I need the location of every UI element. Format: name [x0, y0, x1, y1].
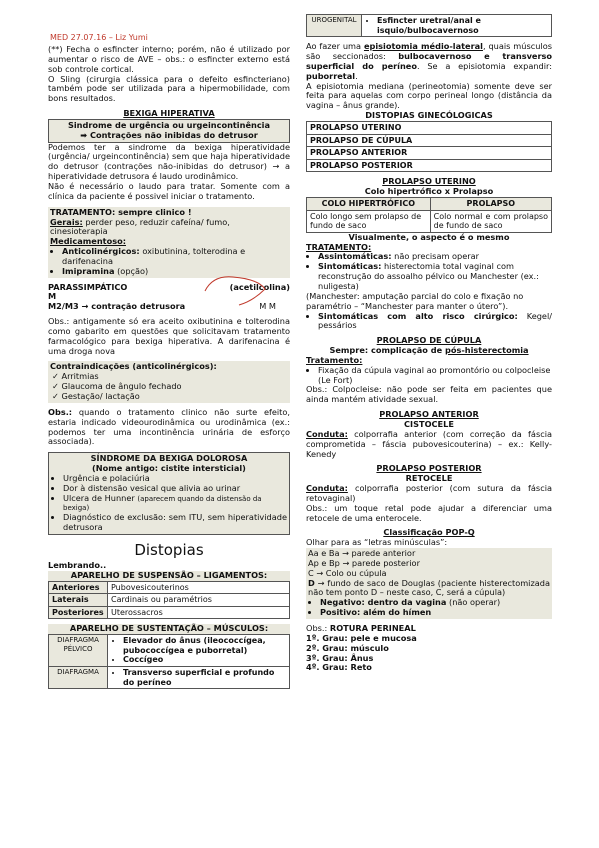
gerais-label: Gerais: [50, 216, 83, 227]
table-row: Colo longo sem prolapso de fundo de saco Colo normal e com prolapso de fundo de saco [307, 210, 552, 232]
table-row: PROLAPSO UTERINO [307, 121, 552, 134]
distopias-heading: Distopias [134, 540, 204, 559]
cupula-sub-a: Sempre: complicação de [329, 345, 443, 356]
intro-p2: O Sling (cirurgia clássica para o defeito esfincteriano) também pode ser utilizada para a hipermobilidade, com bons resultados. [48, 73, 290, 104]
rotura-label: Obs.: [306, 623, 328, 633]
left-column [48, 45, 290, 689]
distopias-gin-title: DISTOPIAS GINECÓLOGICAS [365, 110, 493, 121]
posterior-title: PROLAPSO POSTERIOR [376, 463, 482, 474]
dolorosa-box [48, 452, 290, 535]
parass-l3r: M M [259, 301, 276, 312]
sustentacao-table-box [48, 624, 290, 689]
uterino-manchester: (Manchester: amputação parcial do colo e fixação no paramétrio – “Manchester para manter o útero”). [306, 290, 524, 311]
list-item: • Sintomáticas com alto risco cirúrgico: Kegel/ pessários [318, 312, 552, 332]
posterior-cond: Conduta: [306, 483, 348, 494]
bexiga-subtitle-box [48, 119, 290, 143]
list-item: ✓ Glaucoma de ângulo fechado [52, 382, 288, 392]
uterino-sub: Colo hipertrófico x Prolapso [364, 186, 494, 197]
bexiga-p1: Podemos ter a sindrome da bexiga hiperatividade (urgência/ urgeincontinência) sem que haja hiperatividade do detrusor (contrações não-inibidas do detrusor) → a hiperatividade detrusora é laudo urodinâmico. [48, 141, 290, 182]
anterior-cond: Conduta: [306, 428, 348, 439]
list-item: ✓ Arritmias [52, 372, 288, 382]
list-item: • Positivo: além do hímen [320, 608, 550, 618]
cupula-title: PROLAPSO DE CÚPULA [376, 335, 482, 346]
tratamento-box [48, 207, 290, 278]
gerais-text: perder peso, reduzir cafeína/ fumo, cinesioterapia [50, 216, 230, 237]
popq-box: Aa e Ba → parede anterior Ap e Bp → parede posterior C → Colo ou cúpula D → fundo de saco de Douglas (paciente histerectomizada não tem ponto D – neste caso, C, será a cúpula) • Negativo: dentro da vagina (não operar) • Positivo: além do hímen [306, 548, 552, 619]
urogenital-table [306, 14, 552, 37]
lembrando: Lembrando.. [48, 559, 107, 570]
list-item: • Negativo: dentro da vagina (não operar) [320, 598, 550, 608]
list-item: 3º. Grau: Ânus [306, 652, 374, 663]
posterior-text: colporrafia posterior (com sutura da fáscia retovaginal) [306, 483, 552, 503]
anterior-sub: CISTOCELE [404, 418, 454, 429]
medicamentoso-label: Medicamentoso: [50, 236, 126, 247]
sustentacao-title: APARELHO DE SUSTENTAÇÃO – MÚSCULOS: [69, 623, 269, 634]
table-row: UROGENITAL • Esfincter uretral/anal e isquio/bulbocavernoso [307, 15, 552, 37]
obs2-text: quando o tratamento clinico não surte efeito, estaria indicado videourodinâmica ou urodinâmica (ex.: podemos ter uma incontinência urinária de esforço associada). [48, 406, 291, 447]
distopias-table [306, 121, 552, 172]
suspensao-title: APARELHO DE SUSPENSÃO – LIGAMENTOS: [70, 569, 268, 580]
table-row: COLO HIPERTRÓFICO PROLAPSO [307, 198, 552, 211]
uterino-visual: Visualmente, o aspecto é o mesmo [348, 231, 510, 242]
suspensao-table [48, 581, 290, 620]
obs1: Obs.: antigamente só era aceito oxibutinina e tolterodina como gabarito em questões que solicitavam tratamento farmacológico para bexiga hiperativa. A darifenacina é uma droga nova [48, 316, 290, 356]
uterino-table [306, 197, 552, 233]
list-item: • Anticolinérgicos: oxibutinina, tolterodina e darifenacina [62, 247, 288, 267]
cupula-sub-b: pós-histerectomia [444, 345, 529, 356]
posterior-obs: Obs.: um toque retal pode ajudar a diferenciar uma retocele de uma enterocele. [306, 502, 552, 523]
uterino-trat: TRATAMENTO: [306, 241, 372, 252]
contra-title: Contraindicações (anticolinérgicos): [50, 361, 217, 372]
dolorosa-title: SÍNDROME DA BEXIGA DOLOROSA [90, 453, 248, 464]
list-item: • Assintomáticas: não precisam operar [318, 252, 552, 262]
table-row: Posteriores Uterossacros [49, 606, 290, 619]
episiotomia-p2: A episiotomia mediana (perineotomia) somente deve ser feita para aquelas com corpo perineal longo (distância da vagina – ânus grande). [306, 80, 552, 111]
table-row: PROLAPSO ANTERIOR [307, 147, 552, 160]
bexiga-sub1: Sindrome de urgência ou urgeincontinência [67, 119, 271, 130]
table-row: PROLAPSO POSTERIOR [307, 159, 552, 172]
popq-title: Classificação POP-Q [383, 527, 475, 538]
bexiga-title: BEXIGA HIPERATIVA [123, 108, 215, 119]
list-item: 1º. Grau: pele e mucosa [306, 632, 417, 643]
anterior-title: PROLAPSO ANTERIOR [379, 409, 479, 420]
dolorosa-sub: (Nome antigo: cistite intersticial) [92, 463, 246, 474]
list-item: 2º. Grau: músculo [306, 642, 389, 653]
list-item: • Ulcera de Hunner (aparecem quando da distensão da bexiga) [63, 494, 287, 514]
table-row: Anteriores Pubovesicouterinos [49, 581, 290, 594]
list-item: • Sintomáticas: histerectomia total vaginal com reconstrução do assoalho pélvico ou Manchester (ex.: nuligesta) [318, 262, 552, 292]
bexiga-p2: Não é necessário o laudo para tratar. Somente com a clínica da paciente é possivel iniciar o tratamento. [48, 180, 290, 201]
posterior-sub: RETOCELE [405, 473, 453, 484]
sustentacao-table [48, 634, 290, 689]
right-column [306, 14, 552, 673]
table-row: Laterais Cardinais ou paramétrios [49, 594, 290, 607]
list-item: • Fixação da cúpula vaginal ao promontório ou colpocleise (Le Fort) [318, 366, 552, 386]
list-item: ✓ Gestação/ lactação [52, 392, 288, 402]
parassimpatico-block [48, 283, 290, 313]
cupula-trat: Tratamento: [306, 354, 363, 365]
list-item: • Dor à distensão vesical que alivia ao urinar [63, 484, 287, 494]
page-header: MED 27.07.16 – Liz Yumi [50, 33, 148, 42]
uterino-title: PROLAPSO UTERINO [382, 176, 476, 187]
suspensao-table-box [48, 571, 290, 620]
parass-l1r: (acetilcolina) [229, 281, 290, 292]
table-row: DIAFRAGMA PÉLVICO • Elevador do ânus (ileococcígea, pubococcígea e puborretal) • Coccígeo [49, 635, 290, 667]
intro-p1: (**) Fecha o esfincter interno; porém, não é utilizado por aumentar o risco de AVE – obs.: o esfincter externo está sob controle cortical. [48, 44, 290, 74]
contraindicacoes-box [48, 361, 290, 402]
list-item: • Imipramina (opção) [62, 267, 288, 277]
cupula-obs: Obs.: Colpocleise: não pode ser feita em pacientes que ainda mantém atividade sexual. [306, 384, 552, 405]
parass-l1: PARASSIMPÁTICO [48, 281, 128, 292]
list-item: • Urgência e polaciúria [63, 474, 287, 484]
episiotomia-p1: Ao fazer uma episiotomia médio-lateral, quais músculos são seccionados: bulbocavernoso e transverso superficial do períneo. Se a episiotomia expandir: puborretal. [306, 41, 553, 81]
hand-drawn-curve-icon [203, 273, 273, 309]
obs2-label: Obs.: [48, 406, 73, 417]
popq-olhar: Olhar para as “letras minúsculas”: [306, 537, 448, 548]
rotura-title: ROTURA PERINEAL [329, 623, 416, 633]
anterior-text: colporrafia anterior (com correção da fáscia comprometida – fáscia pubovesicouterina) – ex.: Kelly-Kenedy [306, 428, 553, 459]
parass-l2: M [48, 291, 57, 302]
list-item: 4º. Grau: Reto [306, 662, 372, 673]
bexiga-sub2: ➡ Contrações não inibidas do detrusor [80, 129, 258, 140]
parass-l3: M2/M3 → contração detrusora [48, 301, 186, 312]
list-item: • Diagnóstico de exclusão: sem ITU, sem hiperatividade detrusora [63, 513, 287, 533]
table-row: DIAFRAGMA • Transverso superficial e profundo do períneo [49, 667, 290, 689]
table-row: PROLAPSO DE CÚPULA [307, 134, 552, 147]
tratamento-title: TRATAMENTO: sempre clinico ! [50, 206, 192, 217]
